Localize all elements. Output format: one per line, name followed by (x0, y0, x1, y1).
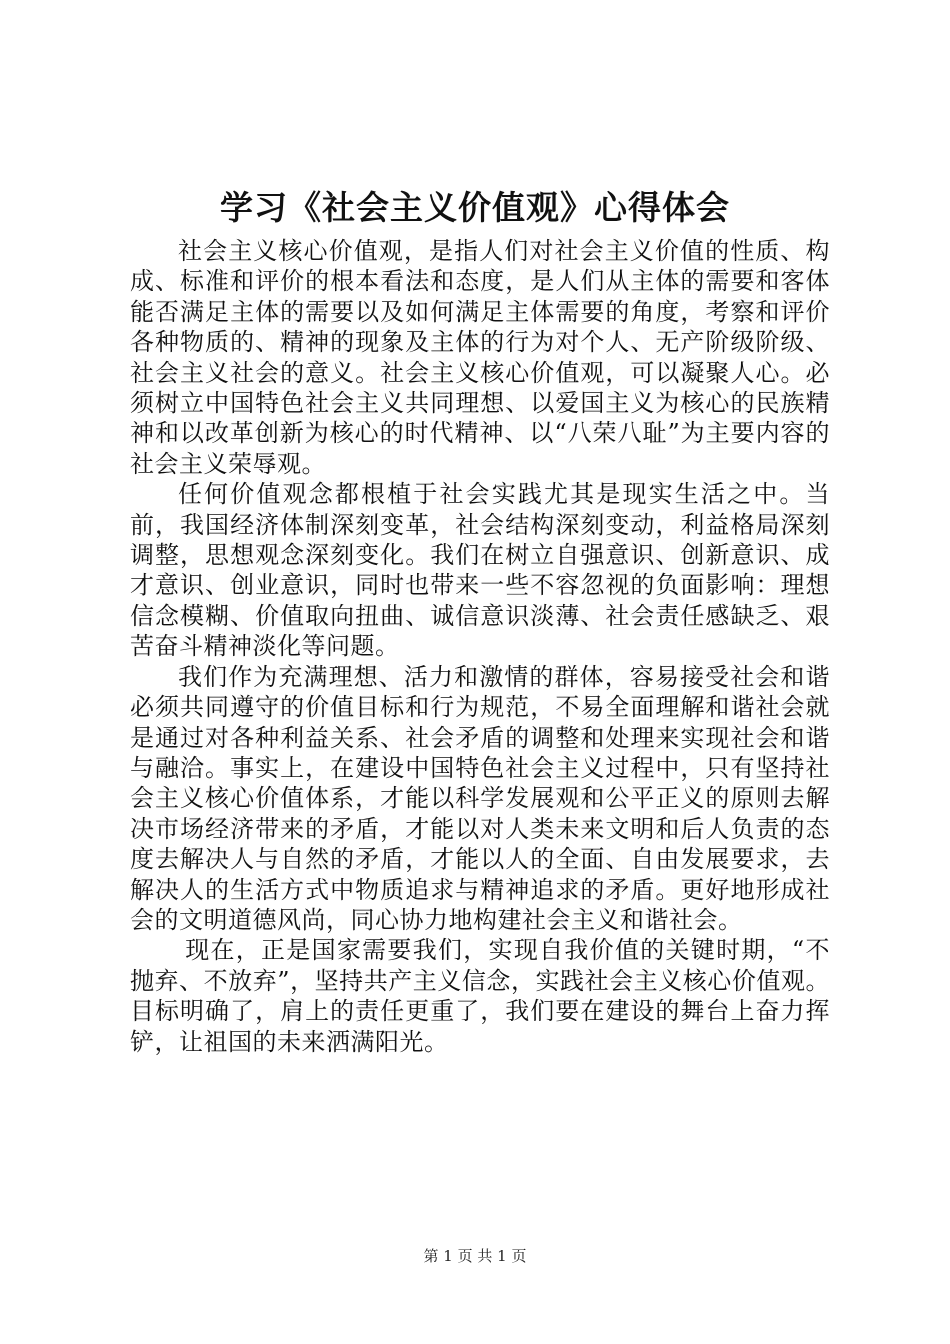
page-title: 学习《社会主义价值观》心得体会 (220, 188, 730, 227)
paragraph-4: 现在，正是国家需要我们，实现自我价值的关键时期，“不抛弃、不放弃”，坚持共产主义信念，实践社会主义核心价值观。目标明确了，肩上的责任更重了，我们要在建设的舞台上奋力挥铲，让祖国的未来洒满阳光。 (130, 936, 830, 1056)
document-body (130, 236, 830, 1057)
paragraph-1: 社会主义核心价值观，是指人们对社会主义价值的性质、构成、标准和评价的根本看法和态度，是人们从主体的需要和客体能否满足主体的需要以及如何满足主体需要的角度，考察和评价各种物质的、精神的现象及主体的行为对个人、无产阶级阶级、社会主义社会的意义。社会主义核心价值观，可以凝聚人心。必须树立中国特色社会主义共同理想、以爱国主义为核心的民族精神和以改革创新为核心的时代精神、以“八荣八耻”为主要内容的社会主义荣辱观。 (130, 237, 830, 478)
paragraph-2: 任何价值观念都根植于社会实践尤其是现实生活之中。当前，我国经济体制深刻变革，社会结构深刻变动，利益格局深刻调整，思想观念深刻变化。我们在树立自强意识、创新意识、成才意识、创业意识，同时也带来一些不容忽视的负面影响：理想信念模糊、价值取向扭曲、诚信意识淡薄、社会责任感缺乏、艰苦奋斗精神淡化等问题。 (130, 480, 830, 661)
paragraph-3: 我们作为充满理想、活力和激情的群体，容易接受社会和谐必须共同遵守的价值目标和行为规范，不易全面理解和谐社会就是通过对各种利益关系、社会矛盾的调整和处理来实现社会和谐与融洽。事实上，在建设中国特色社会主义过程中，只有坚持社会主义核心价值体系，才能以科学发展观和公平正义的原则去解决市场经济带来的矛盾，才能以对人类未来文明和后人负责的态度去解决人与自然的矛盾，才能以人的全面、自由发展要求，去解决人的生活方式中物质追求与精神追求的矛盾。更好地形成社会的文明道德风尚，同心协力地构建社会主义和谐社会。 (130, 662, 830, 934)
page-footer: 第 1 页 共 1 页 (423, 1247, 527, 1265)
